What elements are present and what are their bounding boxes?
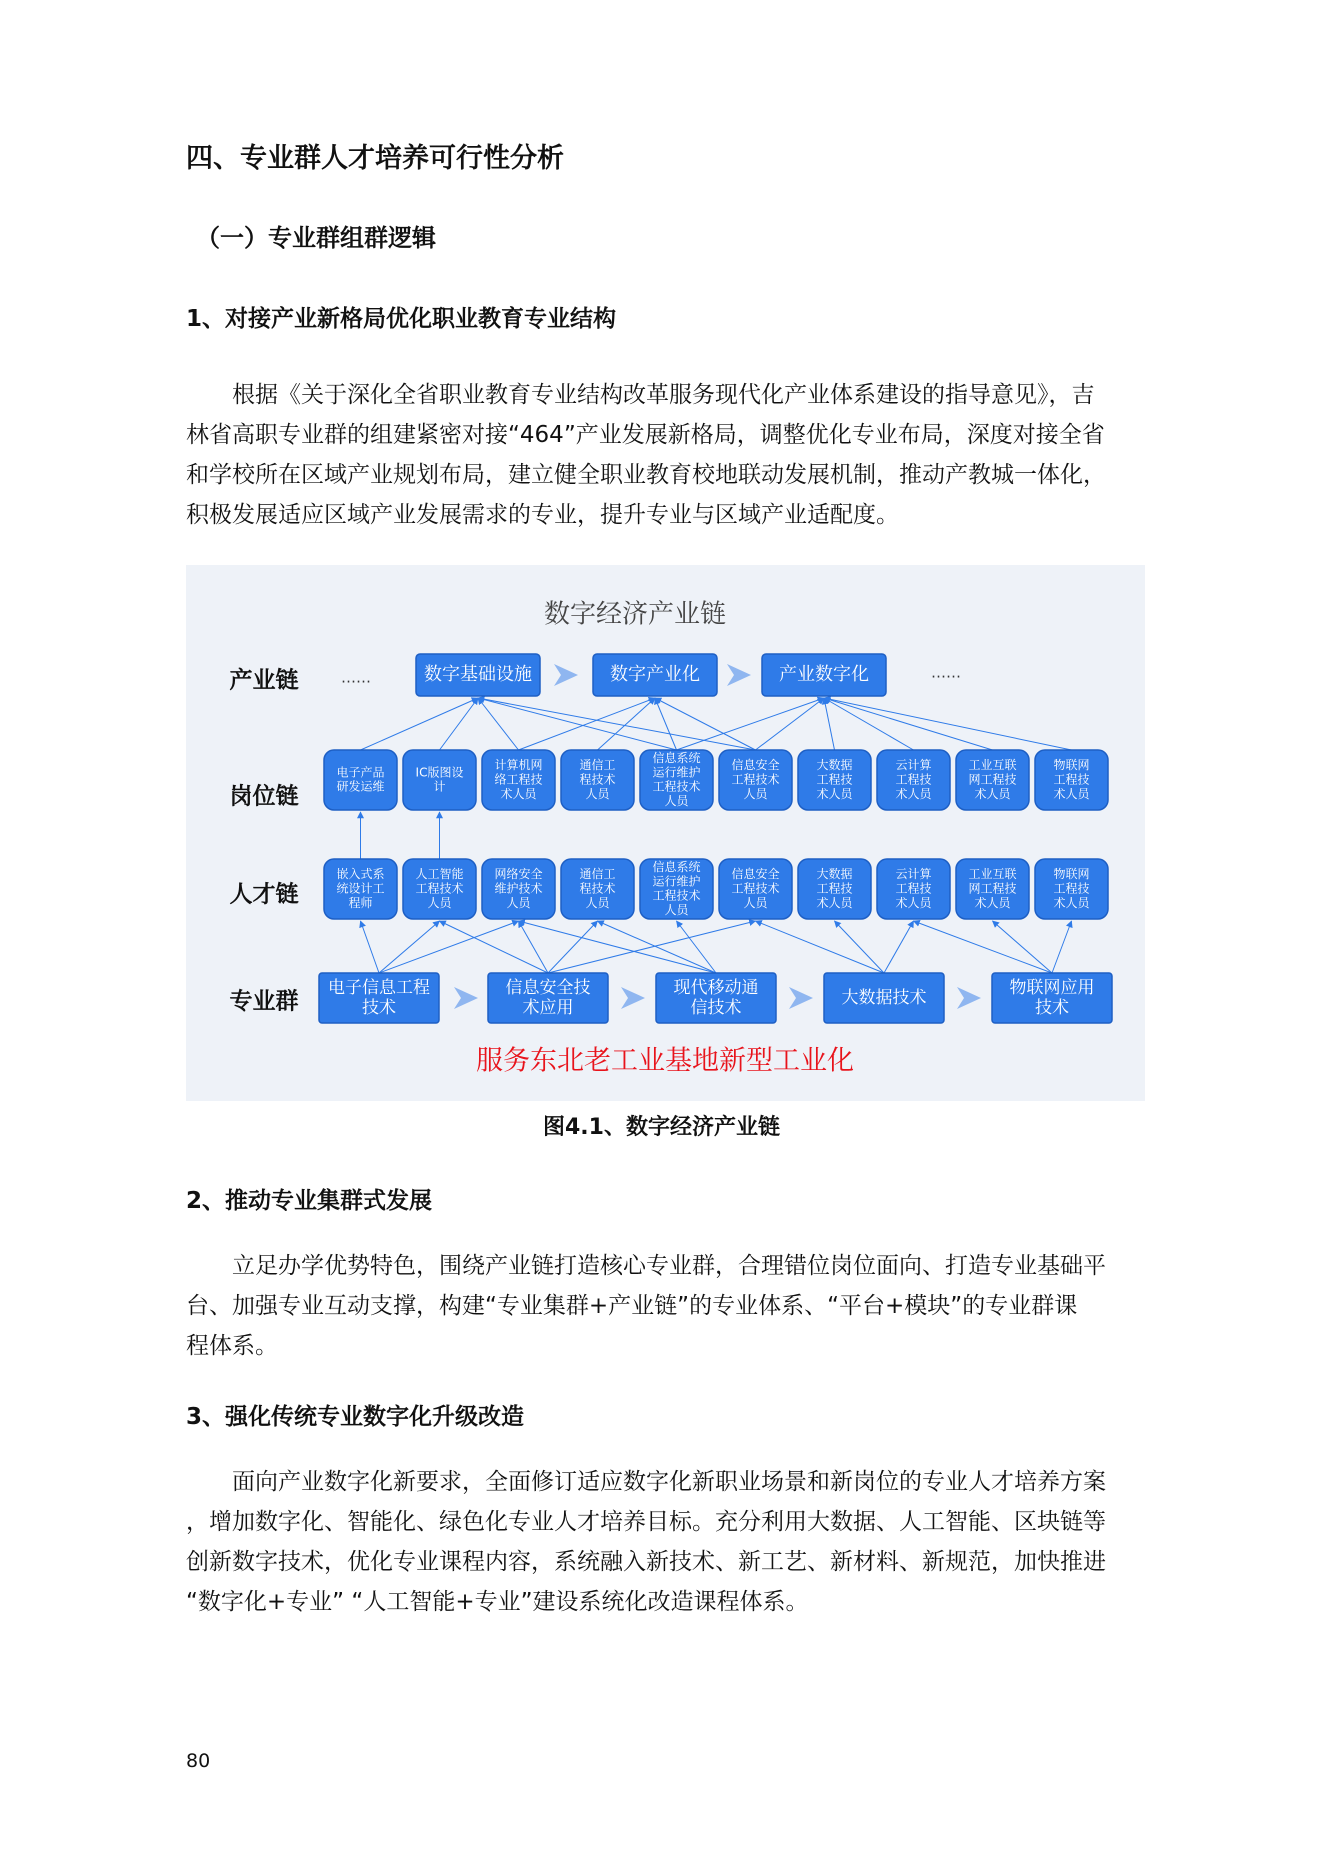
connection-arrow [440, 921, 549, 973]
post-node-label: 人员 [743, 786, 768, 801]
paragraph-digital-upgrade [186, 1462, 1146, 1622]
post-node-label: 计算机网 [494, 758, 543, 773]
post-node-label: 云计算 [895, 758, 932, 773]
paragraph-line: 程体系。 [186, 1333, 278, 1359]
post-node-label: 术人员 [816, 786, 853, 801]
paragraph-line: 积极发展适应区域产业发展需求的专业，提升专业与区域产业适配度。 [186, 502, 899, 528]
subsection-heading: （一）专业群组群逻辑 [196, 224, 436, 252]
post-node-label: 大数据 [816, 758, 853, 773]
post-node-label: 电子产品 [336, 765, 385, 780]
talent-node-label: 嵌入式系 [336, 867, 385, 882]
talent-node-label: 运行维护 [652, 874, 701, 889]
post-node-label: 物联网 [1053, 758, 1090, 773]
chevron-arrow [957, 987, 981, 1009]
post-node-label: 术人员 [895, 786, 932, 801]
talent-node-label: 程师 [348, 895, 373, 910]
major-node-label: 信息安全技 [505, 977, 591, 998]
figure-caption: 图4.1、数字经济产业链 [543, 1115, 780, 1140]
talent-node-label: 术人员 [816, 895, 853, 910]
talent-node-label: 工程技 [1053, 881, 1090, 896]
talent-node-label: 人员 [585, 895, 610, 910]
post-node-label: 术人员 [1053, 786, 1090, 801]
connection-arrow [361, 698, 479, 750]
connection-arrow [548, 921, 756, 973]
post-node-label: 计 [433, 779, 446, 794]
talent-node-label: 工程技 [895, 881, 932, 896]
connection-arrow [677, 921, 717, 973]
paragraph-structure [186, 375, 1146, 535]
connection-arrow [756, 698, 825, 750]
connection-arrow [824, 698, 1072, 750]
post-node-label: 术人员 [500, 786, 537, 801]
post-node-label: 信息安全 [731, 758, 780, 773]
connection-lines [361, 698, 1072, 973]
heading-cluster: 2、推动专业集群式发展 [186, 1188, 433, 1214]
major-node-label: 大数据技术 [841, 988, 927, 1008]
ellipsis-right: …… [931, 663, 961, 682]
post-node-label: 运行维护 [652, 765, 701, 780]
connection-arrow [824, 698, 835, 750]
figure-digital-economy-chain [186, 565, 1145, 1101]
connection-arrow [598, 921, 717, 973]
talent-node-label: 网络安全 [494, 867, 543, 882]
connection-arrow [478, 698, 519, 750]
connection-arrow [914, 921, 1053, 973]
talent-node-label: 术人员 [1053, 895, 1090, 910]
major-node-label: 信技术 [690, 998, 742, 1019]
row-label-industry: 产业链 [229, 667, 299, 694]
talent-node-label: 统设计工 [336, 881, 385, 896]
post-node-label: 工程技 [895, 772, 932, 787]
post-node-label: 人员 [664, 794, 689, 809]
talent-node-label: 工程技术 [731, 881, 780, 896]
post-node-label: 信息系统 [652, 750, 701, 765]
connection-arrow [655, 698, 677, 750]
major-node-label: 电子信息工程 [328, 977, 430, 998]
talent-node-label: 人员 [664, 903, 689, 918]
diagram-title: 数字经济产业链 [543, 599, 727, 630]
connection-arrow [519, 698, 656, 750]
paragraph-line: 立足办学优势特色，围绕产业链打造核心专业群，合理错位岗位面向、打造专业基础平 [232, 1253, 1106, 1279]
talent-node-label: 大数据 [816, 867, 853, 882]
section-heading: 四、专业群人才培养可行性分析 [186, 143, 564, 174]
connection-arrow [440, 698, 479, 750]
talent-node-label: 人员 [506, 895, 531, 910]
connection-arrow [519, 921, 717, 973]
chevron-arrow [621, 987, 645, 1009]
connection-arrow [756, 921, 885, 973]
major-node-label: 物联网应用 [1009, 977, 1095, 998]
connection-arrow [379, 921, 440, 973]
heading-structure: 1、对接产业新格局优化职业教育专业结构 [186, 306, 617, 332]
major-node-label: 术应用 [522, 998, 574, 1019]
post-node-label: 工程技 [1053, 772, 1090, 787]
industry-node-label: 数字产业化 [610, 664, 700, 685]
talent-node-label: 工业互联 [968, 867, 1017, 882]
post-node-label: 人员 [585, 786, 610, 801]
connection-arrow [478, 698, 756, 750]
post-node-label: 网工程技 [968, 772, 1017, 787]
industry-node-label: 产业数字化 [779, 664, 869, 685]
post-node-label: 研发运维 [336, 779, 385, 794]
row-label-major: 专业群 [229, 988, 299, 1015]
paragraph-line: 和学校所在区域产业规划布局，建立健全职业教育校地联动发展机制，推动产教城一体化， [186, 462, 1106, 488]
ellipsis-left: …… [341, 668, 371, 687]
major-node-label: 技术 [362, 998, 396, 1019]
post-node-label: 工业互联 [968, 758, 1017, 773]
major-node-label: 技术 [1035, 998, 1069, 1019]
talent-node-label: 人员 [427, 895, 452, 910]
connection-arrow [519, 921, 549, 973]
paragraph-line: 面向产业数字化新要求，全面修订适应数字化新职业场景和新岗位的专业人才培养方案 [232, 1469, 1106, 1495]
connection-arrow [379, 921, 519, 973]
talent-node-label: 网工程技 [968, 881, 1017, 896]
talent-node-label: 术人员 [974, 895, 1011, 910]
chevron-arrow [727, 664, 751, 686]
talent-node-label: 工程技术 [652, 888, 701, 903]
talent-node-label: 通信工 [579, 867, 616, 882]
connection-arrow [824, 698, 993, 750]
talent-node-label: 程技术 [579, 881, 616, 896]
connection-arrow [884, 921, 914, 973]
connection-arrow [835, 921, 885, 973]
post-node-label: IC版图设 [415, 765, 464, 780]
talent-node-label: 工程技 [816, 881, 853, 896]
row-label-talent: 人才链 [229, 881, 299, 908]
post-node-label: 程技术 [579, 772, 616, 787]
talent-node-label: 人员 [743, 895, 768, 910]
diagram-canvas [186, 565, 1145, 1101]
connection-arrow [361, 921, 380, 973]
talent-node-label: 物联网 [1053, 867, 1090, 882]
talent-node-label: 工程技术 [415, 881, 464, 896]
chevron-arrow [789, 987, 813, 1009]
post-node-label: 工程技术 [652, 779, 701, 794]
talent-node-label: 云计算 [895, 867, 932, 882]
slogan-text: 服务东北老工业基地新型工业化 [476, 1045, 854, 1077]
talent-node-label: 信息安全 [731, 867, 780, 882]
chevron-arrow [454, 987, 478, 1009]
connection-arrow [655, 698, 756, 750]
post-node-label: 络工程技 [494, 772, 543, 787]
connection-arrow [993, 921, 1053, 973]
connection-arrow [548, 921, 598, 973]
connection-arrow [677, 698, 825, 750]
connection-arrow [1052, 921, 1072, 973]
connection-arrow [824, 698, 914, 750]
paragraph-line: 创新数字技术，优化专业课程内容，系统融入新技术、新工艺、新材料、新规范，加快推进 [186, 1549, 1106, 1575]
talent-node-label: 人工智能 [415, 867, 464, 882]
talent-node-label: 信息系统 [652, 859, 701, 874]
paragraph-cluster [186, 1246, 1146, 1366]
chevron-arrow [554, 664, 578, 686]
paragraph-line: ，增加数字化、智能化、绿色化专业人才培养目标。充分利用大数据、人工智能、区块链等 [186, 1509, 1106, 1535]
page-number: 80 [186, 1750, 211, 1772]
major-node-label: 现代移动通 [673, 977, 759, 998]
post-node-label: 工程技术 [731, 772, 780, 787]
post-node-label: 通信工 [579, 758, 616, 773]
post-node-label: 术人员 [974, 786, 1011, 801]
talent-node-label: 术人员 [895, 895, 932, 910]
post-node-label: 工程技 [816, 772, 853, 787]
paragraph-line: 根据《关于深化全省职业教育专业结构改革服务现代化产业体系建设的指导意见》，吉 [232, 382, 1095, 408]
paragraph-line: 台、加强专业互动支撑，构建“专业集群+产业链”的专业体系、“平台+模块”的专业群课 [186, 1293, 1078, 1319]
diagram-nodes [230, 600, 1113, 1077]
row-label-post: 岗位链 [229, 783, 299, 810]
paragraph-line: 林省高职专业群的组建紧密对接“464”产业发展新格局，调整优化专业布局，深度对接全省 [186, 422, 1105, 448]
heading-digital-upgrade: 3、强化传统专业数字化升级改造 [186, 1404, 525, 1430]
talent-node-label: 维护技术 [494, 881, 543, 896]
industry-node-label: 数字基础设施 [424, 664, 532, 685]
paragraph-line: “数字化+专业” “人工智能+专业”建设系统化改造课程体系。 [186, 1589, 809, 1615]
